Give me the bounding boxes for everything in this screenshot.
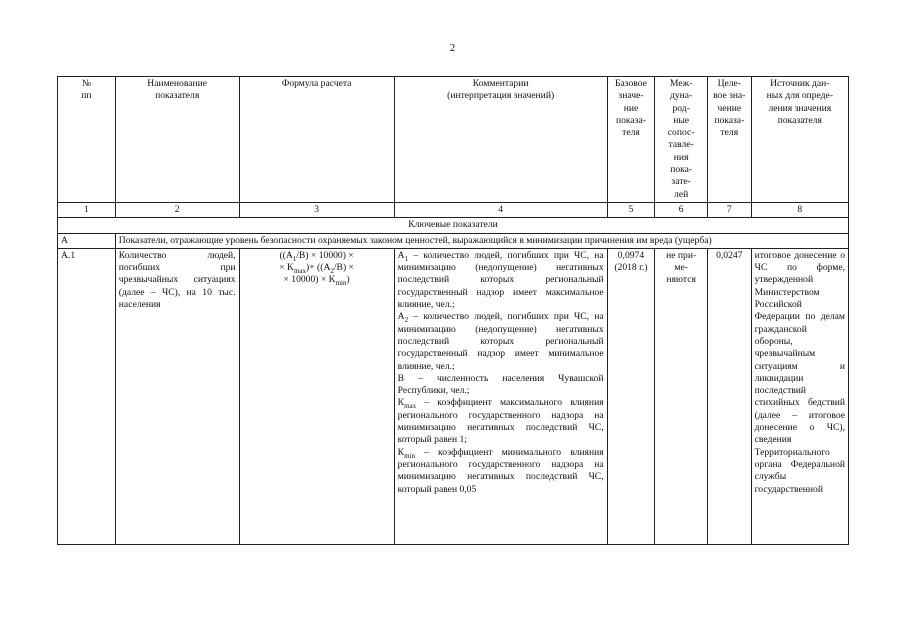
section-row: [58, 218, 849, 233]
col-number: 1: [58, 202, 116, 217]
col-header-comments: Комментарии (интерпретация значений): [394, 77, 607, 203]
indicator-row: [58, 248, 849, 544]
base-value: 0,0974 (2018 г.): [607, 248, 655, 544]
header-row: [58, 77, 849, 203]
comment-item: $А_2$ – количество людей, погибших при ЧС, на минимизацию (недопущение) негативных последствий которых региональный государственный надзор имеет минимальное влияние, чел.;: [397, 311, 604, 372]
col-header-formula: Формула расчета: [239, 77, 394, 203]
column-numbers-row: [58, 202, 849, 217]
col-header-number: № пп: [58, 77, 116, 203]
col-header-name: Наименование показателя: [115, 77, 239, 203]
formula-subscript: max: [293, 267, 307, 276]
col-number: 7: [708, 202, 752, 217]
comment-item: В – численность населения Чувашской Республики, чел.;: [397, 372, 604, 397]
indicator-code: А.1: [58, 248, 116, 544]
formula-subscript: 1: [292, 254, 297, 263]
target-value: 0,0247: [708, 248, 752, 544]
formula-part: × K: [279, 262, 294, 274]
formula-part: )+ ((А: [306, 262, 331, 274]
group-code: А: [58, 233, 116, 248]
formula-part: × 10000) × K: [283, 274, 336, 286]
formula-part: /В) × 10000) ×: [296, 249, 354, 261]
comment-item: $К_{max}$ – коэффициент максимального влияния регионального государственного надзора на минимизацию негативных последствий ЧС, который равен 1;: [397, 397, 604, 446]
col-header-target-value: Целе- вое зна- чение показа- теля: [708, 77, 752, 203]
indicator-comments: [394, 248, 607, 544]
comment-item: $А_1$ – количество людей, погибших при ЧС, на минимизацию (недопущение) негативных последствий которых региональный государственный надзор имеет максимальное влияние, чел.;: [397, 249, 604, 311]
col-number: 6: [655, 202, 708, 217]
group-row: [58, 233, 849, 248]
indicator-formula: [239, 248, 394, 544]
formula-part: ): [346, 274, 350, 286]
group-text: Показатели, отражающие уровень безопасности охраняемых законом ценностей, выражающийся в минимизации причинения им вреда (ущерба): [115, 233, 848, 248]
indicators-table: [57, 76, 849, 545]
col-number: 4: [394, 202, 607, 217]
col-header-base-value: Базовое значе- ние показа- теля: [607, 77, 655, 203]
international-comparison: не при- ме- няются: [655, 248, 708, 544]
formula-part: ((А: [279, 249, 293, 261]
col-number: 3: [239, 202, 394, 217]
col-number: 8: [751, 202, 848, 217]
section-title: Ключевые показатели: [58, 218, 849, 233]
formula-subscript: 2: [330, 267, 334, 276]
page-number: 2: [449, 42, 456, 54]
col-header-source: Источник дан- ных для опреде- ления значения показателя: [751, 77, 848, 203]
comment-item: $К_{min}$ – коэффициент минимального влияния регионального государственного надзора на минимизацию негативных последствий ЧС, который равен 0,05: [397, 446, 604, 495]
indicator-name: Количество людей, погибших при чрезвычайных ситуациях (далее – ЧС), на 10 тыс. населения: [115, 248, 239, 544]
col-header-international: Меж- дуна- род- ные сопос- тавле- ния пока- зате- лей: [655, 77, 708, 203]
formula-subscript: min: [335, 279, 347, 288]
formula-part: /В) ×: [333, 262, 354, 274]
col-number: 5: [607, 202, 655, 217]
data-source: итоговое донесение о ЧС по форме, утвержденной Министерством Российской Федерации по делам гражданской обороны, чрезвычайным ситуациям и ликвидации последствий стихийных бедствий (далее – итоговое донесение о ЧС), сведения Территориального органа Федеральной службы государственной: [751, 248, 848, 544]
col-number: 2: [115, 202, 239, 217]
